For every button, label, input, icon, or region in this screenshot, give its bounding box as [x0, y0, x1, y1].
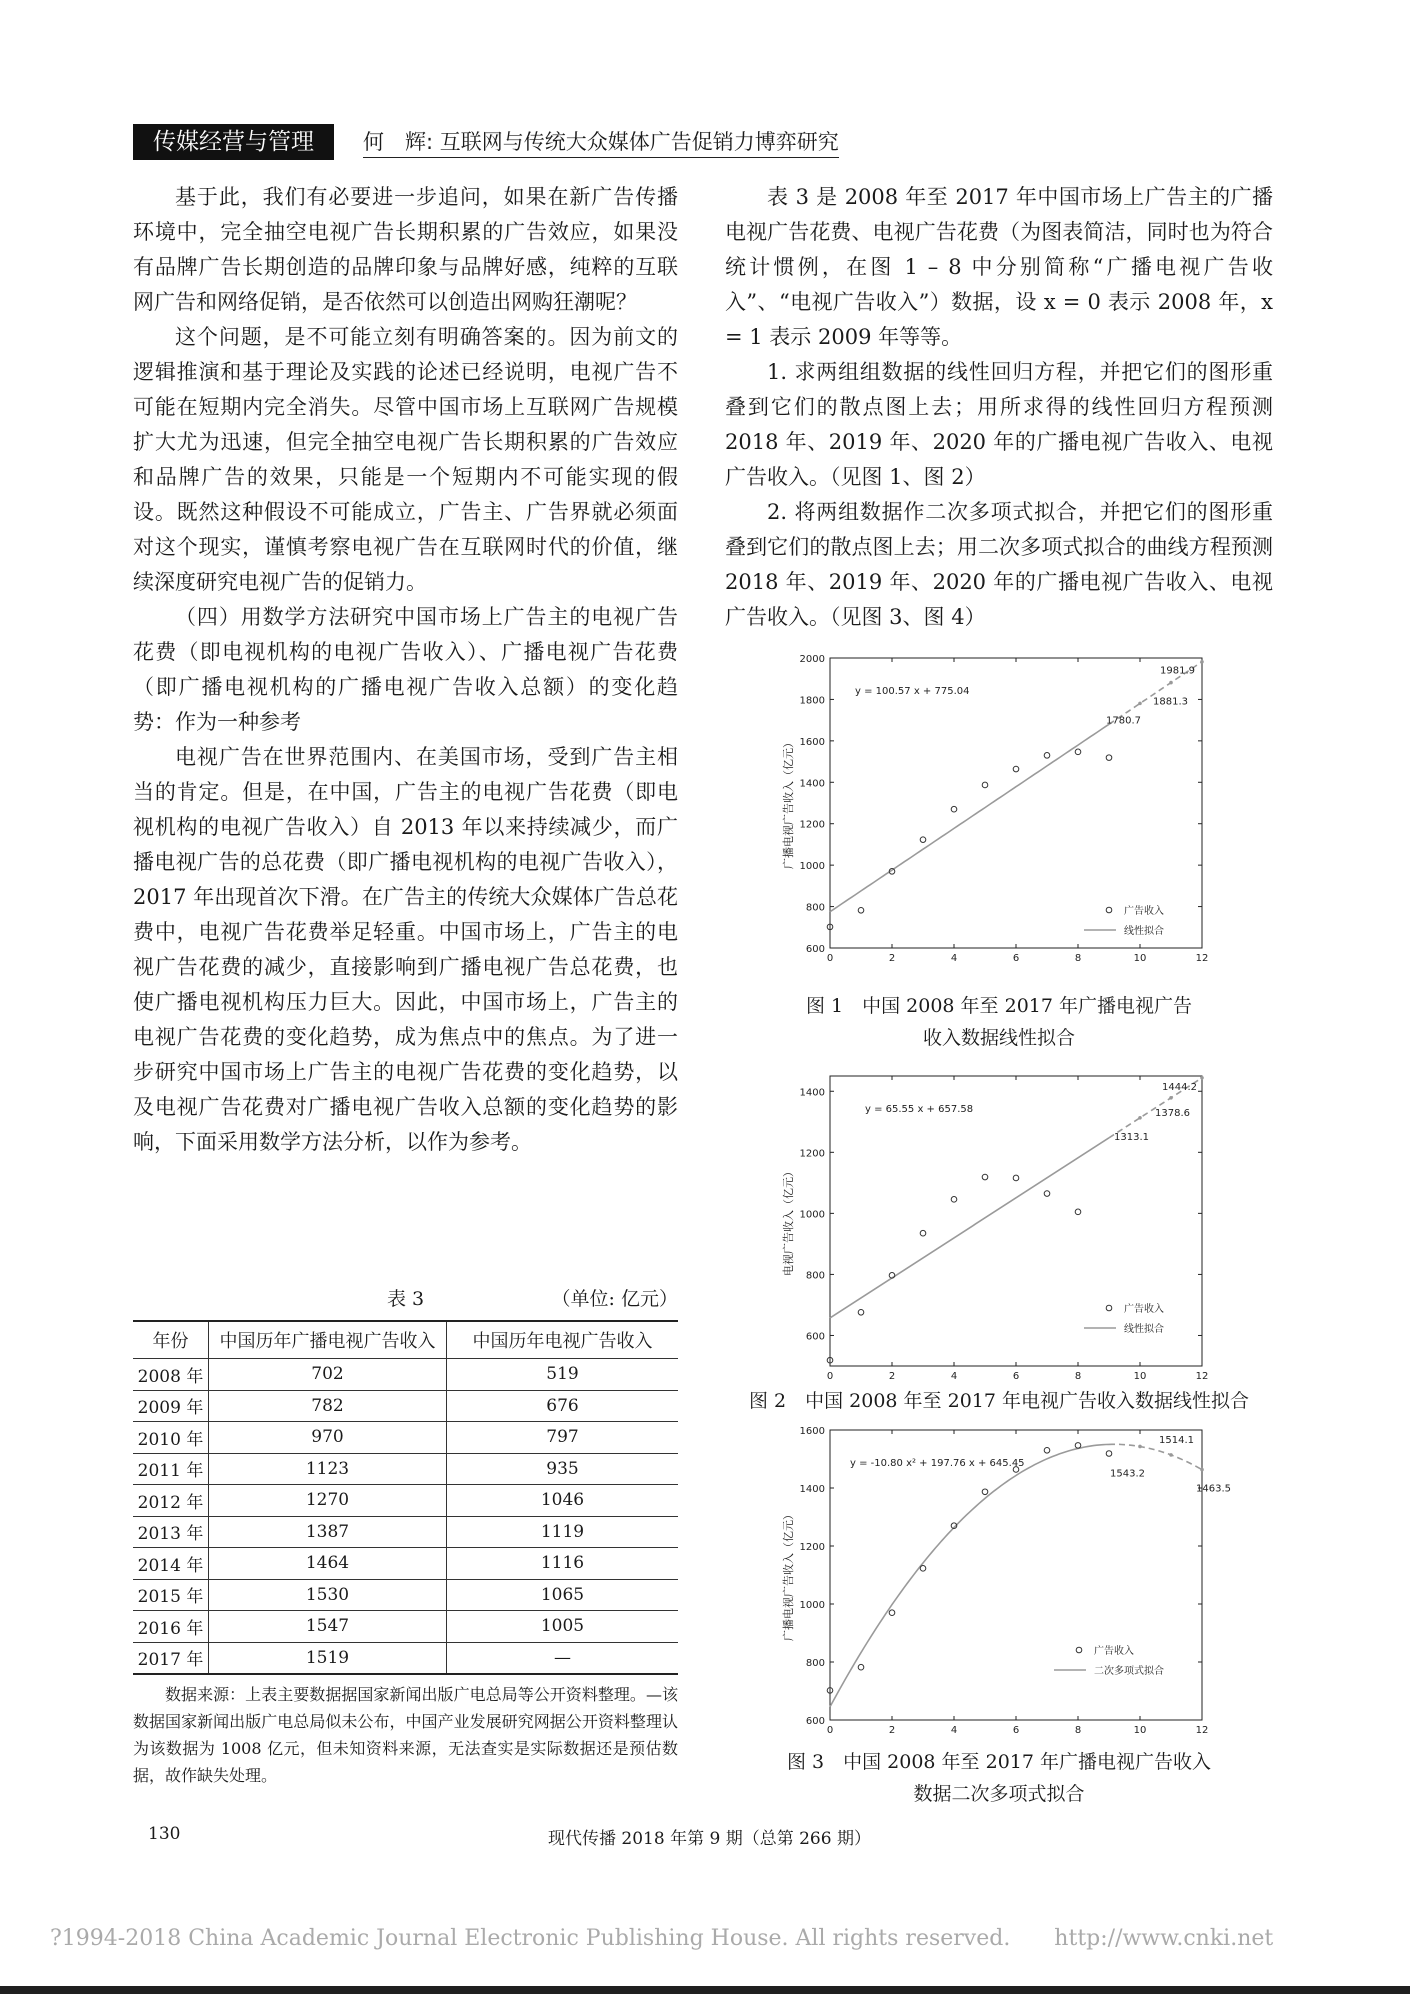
data-point — [889, 1610, 895, 1616]
prediction-point — [1169, 1453, 1173, 1457]
data-point — [920, 1230, 926, 1236]
figure-2-caption — [725, 1385, 1273, 1417]
data-point — [858, 908, 864, 914]
table-row — [133, 1453, 678, 1485]
x-tick-label: 4 — [950, 1371, 958, 1382]
paragraph: 2. 将两组数据作二次多项式拟合，并把它们的图形重叠到它们的散点图上去；用二次多项式拟合的曲线方程预测 2018 年、2019 年、2020 年的广播电视广告收入、电视广告收入。（见图 3、图 4） — [725, 500, 1273, 629]
table-cell-year: 2009 年 — [133, 1390, 209, 1422]
data-point — [1075, 1209, 1081, 1215]
y-tick-label: 1200 — [799, 819, 825, 831]
y-tick-label: 2000 — [799, 654, 825, 665]
section-label: 传媒经营与管理 — [133, 124, 334, 160]
fit-equation: y = 65.55 x + 657.58 — [865, 1104, 974, 1115]
x-tick-label: 12 — [1195, 1371, 1209, 1382]
fit-equation: y = -10.80 x² + 197.76 x + 645.45 — [850, 1458, 1025, 1469]
table-cell-value: 519 — [447, 1359, 679, 1391]
table-row — [133, 1642, 678, 1674]
table-cell-value: 797 — [447, 1422, 679, 1454]
data-point — [1106, 1451, 1112, 1457]
y-axis-label: 广播电视广告收入（亿元） — [782, 1509, 795, 1641]
y-tick-label: 600 — [805, 1716, 825, 1727]
prediction-label: 1313.1 — [1114, 1131, 1149, 1143]
data-point — [1044, 1191, 1050, 1197]
y-tick-label: 1600 — [799, 736, 825, 748]
prediction-label: 1378.6 — [1155, 1107, 1190, 1119]
x-tick-label: 12 — [1195, 1725, 1209, 1736]
fit-line — [830, 1138, 1109, 1318]
copyright-notice: ?1994-2018 China Academic Journal Electronic Publishing House. All rights reserved. http://www.cnki.net — [50, 1926, 1274, 1951]
table-cell-value: 1046 — [447, 1485, 679, 1517]
prediction-label: 1444.2 — [1162, 1081, 1197, 1093]
data-point — [858, 1309, 864, 1315]
caption-line: 图 3 中国 2008 年至 2017 年广播电视广告收入 — [787, 1751, 1211, 1773]
y-tick-label: 1400 — [799, 778, 825, 790]
y-tick-label: 1600 — [799, 1426, 825, 1437]
table-cell-value: 782 — [209, 1390, 447, 1422]
prediction-point — [1138, 1116, 1142, 1120]
prediction-label: 1463.5 — [1196, 1483, 1231, 1495]
paragraph: 基于此，我们有必要进一步追问，如果在新广告传播环境中，完全抽空电视广告长期积累的广告效应，如果没有品牌广告长期创造的品牌印象与品牌好感，纯粹的互联网广告和网络促销，是否依然可以创造出网购狂潮呢？ — [133, 185, 678, 314]
y-tick-label: 800 — [805, 1270, 825, 1282]
figure-2-chart — [770, 1068, 1220, 1394]
plot-frame — [830, 658, 1202, 948]
legend-label: 广告收入 — [1124, 906, 1164, 917]
table-row — [133, 1611, 678, 1643]
data-point — [982, 782, 988, 788]
table-title: 表 3 — [387, 1288, 425, 1310]
x-tick-label: 2 — [888, 953, 896, 964]
legend-label: 广告收入 — [1094, 1646, 1134, 1657]
legend-label: 广告收入 — [1124, 1304, 1164, 1315]
y-tick-label: 1200 — [799, 1148, 825, 1160]
column-header: 中国历年广播电视广告收入 — [209, 1321, 447, 1359]
x-tick-label: 8 — [1074, 1371, 1082, 1382]
figure-1-chart — [770, 650, 1220, 976]
data-point — [1044, 1448, 1050, 1454]
table-cell-value: 935 — [447, 1453, 679, 1485]
data-point — [1075, 1443, 1081, 1449]
data-point — [982, 1174, 988, 1180]
x-tick-label: 12 — [1195, 953, 1209, 964]
prediction-label: 1543.2 — [1110, 1468, 1145, 1480]
data-point — [920, 1566, 926, 1572]
y-tick-label: 1000 — [799, 1209, 825, 1221]
table-note — [133, 1681, 678, 1789]
x-tick-label: 8 — [1074, 953, 1082, 964]
table-row — [133, 1548, 678, 1580]
x-tick-label: 2 — [888, 1371, 896, 1382]
table-cell-year: 2010 年 — [133, 1422, 209, 1454]
table-cell-value: 1547 — [209, 1611, 447, 1643]
table-row — [133, 1485, 678, 1517]
running-title: 何 辉: 互联网与传统大众媒体广告促销力博弈研究 — [363, 127, 839, 158]
right-column — [725, 180, 1273, 635]
data-point — [982, 1489, 988, 1495]
x-tick-label: 0 — [826, 1371, 834, 1382]
table-cell-year: 2012 年 — [133, 1485, 209, 1517]
legend-marker — [1106, 1305, 1112, 1311]
prediction-label: 1881.3 — [1153, 696, 1188, 708]
y-tick-label: 800 — [805, 1658, 825, 1669]
table-row — [133, 1422, 678, 1454]
prediction-point — [1138, 702, 1142, 706]
table-cell-value: — — [447, 1642, 679, 1674]
x-tick-label: 6 — [1012, 953, 1020, 964]
prediction-point — [1138, 1445, 1142, 1449]
fit-line-forecast — [1109, 1444, 1202, 1469]
fit-line — [830, 1444, 1109, 1706]
table-header-row — [133, 1321, 678, 1359]
y-tick-label: 1400 — [799, 1484, 825, 1495]
table-cell-value: 970 — [209, 1422, 447, 1454]
y-tick-label: 1800 — [799, 695, 825, 707]
table-row — [133, 1579, 678, 1611]
left-column — [133, 180, 678, 1160]
data-point — [1075, 749, 1081, 755]
prediction-label: 1514.1 — [1159, 1434, 1194, 1446]
column-header: 年份 — [133, 1321, 209, 1359]
prediction-point — [1169, 1096, 1173, 1100]
prediction-point — [1200, 1468, 1204, 1472]
fit-line — [830, 724, 1109, 911]
figure-1-caption — [725, 990, 1273, 1054]
x-tick-label: 4 — [950, 953, 958, 964]
table-cell-value: 676 — [447, 1390, 679, 1422]
x-tick-label: 6 — [1012, 1725, 1020, 1736]
table-note-text: 数据来源：上表主要数据据国家新闻出版广电总局等公开资料整理。—该数据国家新闻出版广电总局似未公布，中国产业发展研究网据公开资料整理认为该数据为 1008 亿元，但未知资料来源，无法查实是实际数据还是预估数据，故作缺失处理。 — [133, 1685, 678, 1785]
legend-label: 线性拟合 — [1124, 1324, 1164, 1335]
data-point — [1044, 753, 1050, 759]
table-cell-value: 702 — [209, 1359, 447, 1391]
table-cell-value: 1464 — [209, 1548, 447, 1580]
data-point — [920, 837, 926, 843]
prediction-label: 1981.9 — [1160, 665, 1195, 677]
x-tick-label: 4 — [950, 1725, 958, 1736]
table-cell-value: 1387 — [209, 1516, 447, 1548]
table-cell-year: 2017 年 — [133, 1642, 209, 1674]
legend-marker — [1076, 1647, 1082, 1653]
y-tick-label: 800 — [805, 902, 825, 914]
table-cell-value: 1123 — [209, 1453, 447, 1485]
figure-3-caption — [725, 1746, 1273, 1810]
table-cell-value: 1519 — [209, 1642, 447, 1674]
table-row — [133, 1516, 678, 1548]
table-cell-value: 1116 — [447, 1548, 679, 1580]
x-tick-label: 10 — [1133, 1371, 1147, 1382]
table-cell-year: 2015 年 — [133, 1579, 209, 1611]
table-cell-value: 1530 — [209, 1579, 447, 1611]
caption-line: 图 2 中国 2008 年至 2017 年电视广告收入数据线性拟合 — [749, 1390, 1249, 1412]
table-cell-year: 2008 年 — [133, 1359, 209, 1391]
page-number: 130 — [148, 1824, 181, 1844]
x-tick-label: 8 — [1074, 1725, 1082, 1736]
table-cell-year: 2014 年 — [133, 1548, 209, 1580]
table-cell-value: 1270 — [209, 1485, 447, 1517]
caption-line: 收入数据线性拟合 — [922, 1027, 1075, 1049]
table-cell-value: 1065 — [447, 1579, 679, 1611]
x-tick-label: 2 — [888, 1725, 896, 1736]
table-unit: （单位: 亿元） — [551, 1288, 678, 1310]
table-cell-value: 1005 — [447, 1611, 679, 1643]
table-cell-year: 2011 年 — [133, 1453, 209, 1485]
legend-label: 线性拟合 — [1124, 926, 1164, 937]
data-point — [951, 806, 957, 812]
section-heading: （四）用数学方法研究中国市场上广告主的电视广告花费（即电视机构的电视广告收入）、广播电视广告花费（即广播电视机构的广播电视广告收入总额）的变化趋势：作为一种参考 — [133, 605, 678, 734]
legend-label: 二次多项式拟合 — [1094, 1666, 1164, 1677]
journal-info: 现代传播 2018 年第 9 期（总第 266 期） — [548, 1829, 871, 1849]
caption-line: 数据二次多项式拟合 — [913, 1783, 1085, 1805]
data-point — [1013, 1175, 1019, 1181]
paragraph: 1. 求两组组数据的线性回归方程，并把它们的图形重叠到它们的散点图上去；用所求得的线性回归方程预测 2018 年、2019 年、2020 年的广播电视广告收入、电视广告收入。（见图 1、图 2） — [725, 360, 1273, 489]
data-point — [1013, 766, 1019, 772]
caption-line: 图 1 中国 2008 年至 2017 年广播电视广告 — [806, 995, 1192, 1017]
x-tick-label: 6 — [1012, 1371, 1020, 1382]
bottom-rule — [0, 1986, 1410, 1994]
plot-frame — [830, 1076, 1202, 1366]
y-tick-label: 1000 — [799, 861, 825, 873]
y-tick-label: 600 — [805, 1331, 825, 1343]
x-tick-label: 10 — [1133, 1725, 1147, 1736]
table-cell-value: 1119 — [447, 1516, 679, 1548]
legend-marker — [1106, 907, 1112, 913]
table-cell-year: 2013 年 — [133, 1516, 209, 1548]
data-point — [858, 1664, 864, 1670]
x-tick-label: 0 — [826, 1725, 834, 1736]
x-tick-label: 10 — [1133, 953, 1147, 964]
paragraph: 表 3 是 2008 年至 2017 年中国市场上广告主的广播电视广告花费、电视广告花费（为图表简洁，同时也为符合统计惯例，在图 1 – 8 中分别简称“广播电视广告收入”、“电视广告收入”）数据，设 x = 0 表示 2008 年，x = 1 表示 2009 年等等。 — [725, 185, 1273, 349]
y-axis-label: 电视广告收入（亿元） — [782, 1166, 795, 1276]
prediction-point — [1200, 1076, 1204, 1080]
prediction-point — [1169, 681, 1173, 685]
y-tick-label: 1000 — [799, 1600, 825, 1611]
paragraph: 电视广告在世界范围内、在美国市场，受到广告主相当的肯定。但是，在中国，广告主的电视广告花费（即电视机构的电视广告收入）自 2013 年以来持续减少，而广播电视广告的总花费（即广播电视机构的电视广告收入），2017 年出现首次下滑。在广告主的传统大众媒体广告总花费中，电视广告花费举足轻重。中国市场上，广告主的电视广告花费的减少，直接影响到广播电视广告总花费，也使广播电视机构压力巨大。因此，中国市场上，广告主的电视广告花费的变化趋势，成为焦点中的焦点。为了进一步研究中国市场上广告主的电视广告花费的变化趋势，以及电视广告花费对广播电视广告收入总额的变化趋势的影响，下面采用数学方法分析，以作为参考。 — [133, 745, 678, 1154]
table-row — [133, 1390, 678, 1422]
y-axis-label: 广播电视广告收入（亿元） — [782, 737, 795, 869]
y-tick-label: 1200 — [799, 1542, 825, 1553]
figure-3-chart — [770, 1422, 1231, 1748]
data-point — [1106, 755, 1112, 761]
table-cell-year: 2016 年 — [133, 1611, 209, 1643]
x-tick-label: 0 — [826, 953, 834, 964]
data-point — [951, 1197, 957, 1203]
y-tick-label: 1400 — [799, 1087, 825, 1099]
paragraph: 这个问题，是不可能立刻有明确答案的。因为前文的逻辑推演和基于理论及实践的论述已经说明，电视广告不可能在短期内完全消失。尽管中国市场上互联网广告规模扩大尤为迅速，但完全抽空电视广告长期积累的广告效应和品牌广告的效果，只能是一个短期内不可能实现的假设。既然这种假设不可能成立，广告主、广告界就必须面对这个现实，谨慎考察电视广告在互联网时代的价值，继续深度研究电视广告的促销力。 — [133, 325, 678, 594]
prediction-label: 1780.7 — [1106, 715, 1141, 727]
data-table — [133, 1320, 678, 1675]
column-header: 中国历年电视广告收入 — [447, 1321, 679, 1359]
table-row — [133, 1359, 678, 1391]
prediction-point — [1200, 660, 1204, 664]
y-tick-label: 600 — [805, 944, 825, 955]
fit-equation: y = 100.57 x + 775.04 — [855, 686, 970, 697]
